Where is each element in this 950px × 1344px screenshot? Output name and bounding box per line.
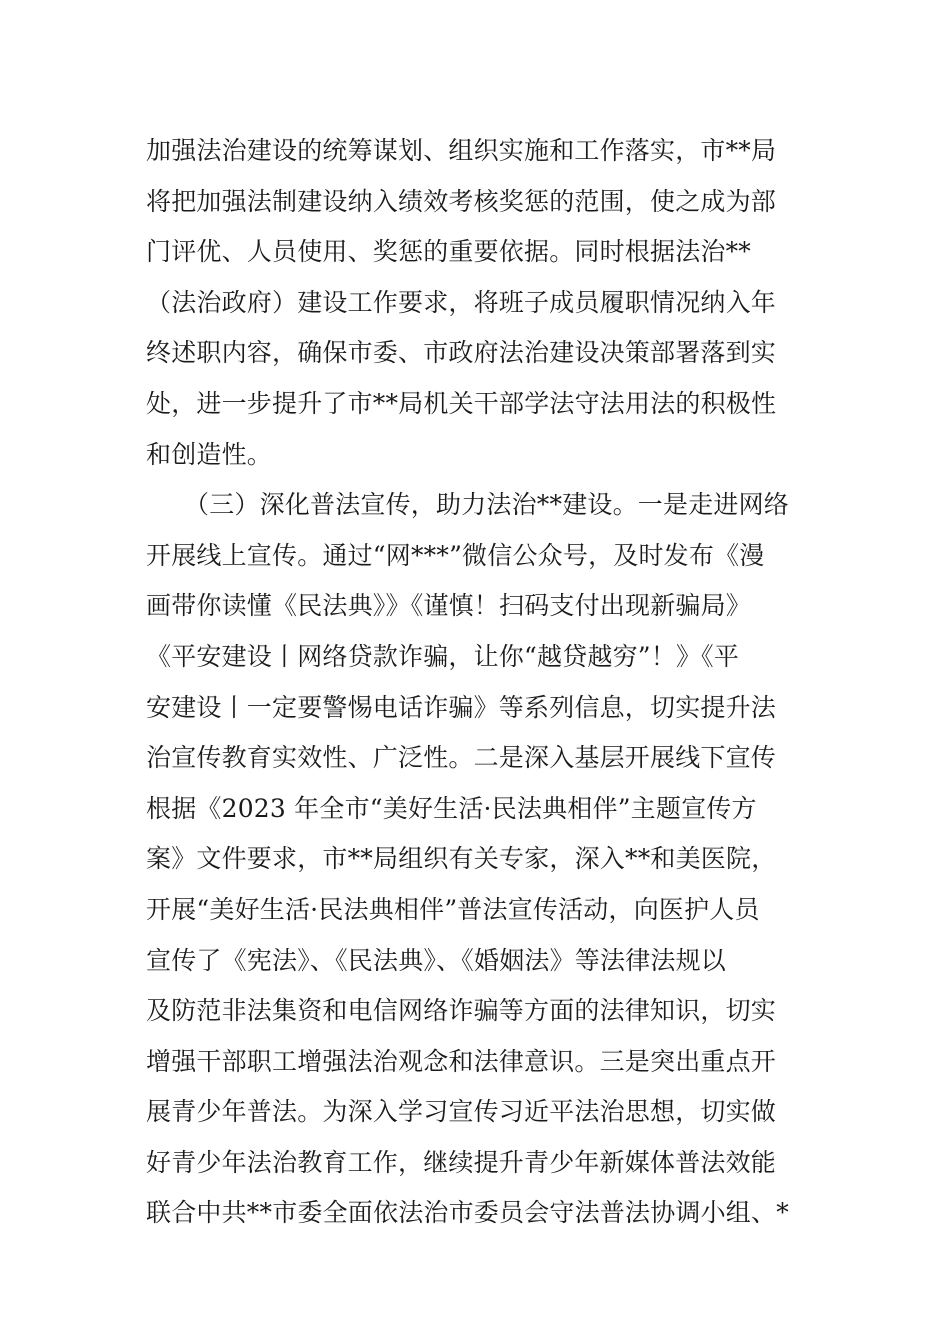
text-line: 开展“美好生活·民法典相伴”普法宣传活动，向医护人员 bbox=[146, 894, 760, 924]
text-line: 处，进一步提升了市**局机关干部学法守法用法的积极性 bbox=[146, 388, 777, 418]
body-text bbox=[146, 128, 816, 1241]
text-line: 开展线上宣传。通过“网***”微信公众号，及时发布《漫 bbox=[146, 540, 765, 570]
section-heading-line: （三）深化普法宣传，助力法治**建设。一是走进网络 bbox=[184, 490, 790, 520]
text-line: 《平安建设丨网络贷款诈骗，让你“越贷越穷”！》《平 bbox=[146, 641, 740, 671]
text-line: 根据《2023 年全市“美好生活·民法典相伴”主题宣传方 bbox=[146, 793, 757, 823]
text-line: 案》文件要求，市**局组织有关专家，深入**和美医院， bbox=[146, 844, 777, 874]
text-line: 终述职内容，确保市委、市政府法治建设决策部署落到实 bbox=[146, 338, 777, 368]
text-line: （法治政府）建设工作要求，将班子成员履职情况纳入年 bbox=[146, 287, 777, 317]
text-line: 治宣传教育实效性、广泛性。二是深入基层开展线下宣传 bbox=[146, 743, 777, 773]
text-line: 画带你读懂《民法典》》《谨慎！扫码支付出现新骗局》 bbox=[146, 591, 752, 621]
text-line: 联合中共**市委全面依法治市委员会守法普法协调小组、* bbox=[146, 1198, 789, 1228]
text-line: 和创造性。 bbox=[146, 439, 273, 469]
text-line: 门评优、人员使用、奖惩的重要依据。同时根据法治** bbox=[146, 237, 752, 267]
text-line: 增强干部职工增强法治观念和法律意识。三是突出重点开 bbox=[146, 1046, 777, 1076]
text-line: 宣传了《宪法》、《民法典》、《婚姻法》等法律法规以 bbox=[146, 945, 727, 975]
text-line: 好青少年法治教育工作，继续提升青少年新媒体普法效能 bbox=[146, 1147, 777, 1177]
text-line: 展青少年普法。为深入学习宣传习近平法治思想，切实做 bbox=[146, 1097, 777, 1127]
text-line: 将把加强法制建设纳入绩效考核奖惩的范围，使之成为部 bbox=[146, 186, 777, 216]
text-line: 安建设丨一定要警惕电话诈骗》等系列信息，切实提升法 bbox=[146, 692, 777, 722]
text-line: 加强法治建设的统筹谋划、组织实施和工作落实，市**局 bbox=[146, 136, 777, 165]
text-line: 及防范非法集资和电信网络诈骗等方面的法律知识，切实 bbox=[146, 996, 777, 1026]
